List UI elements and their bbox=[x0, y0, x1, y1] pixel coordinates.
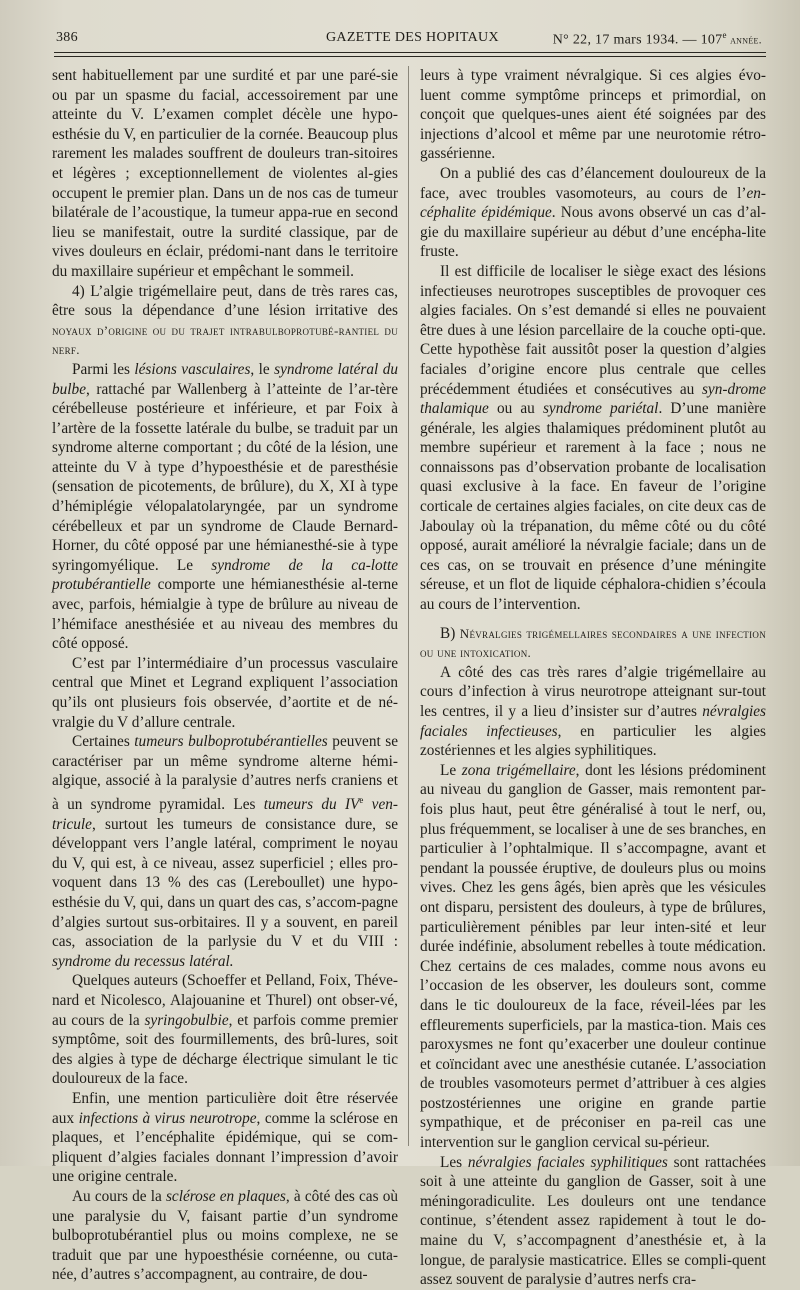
text: . D’une manière générale, les algies thalamiques prédominent plutôt au membre supérieur et rarement à la face ; nous ne connaissons pas d’observation probante de localisation quasi exclusive à la face. En faveur de l’origine corticale de certaines algies faciales, on cite deux cas de Jaboulay où la trépanation, du même côté ou du côté opposé, aurait amélioré la névralgie faciale; dans un de ces cas, on se trouvait en présence d’une méningite séreuse, et un flot de liquide céphalora-chidien s’écoula au cours de l’intervention. bbox=[420, 400, 766, 614]
paragraph bbox=[420, 164, 766, 262]
paragraph bbox=[420, 663, 766, 761]
text: , le bbox=[250, 360, 275, 378]
paragraph bbox=[420, 1153, 766, 1290]
column-divider bbox=[408, 66, 409, 1146]
text: , rattaché par Wallenberg à l’atteinte de l’ar-tère cérébelleuse postérieure et inférieure, et par Foix à l’artère de la fossette latérale du bulbe, se traduit par un syndrome alterne comportant ; du côté de la lésion, une atteinte du V à type d’hypoesthésie et de paresthésie (sensation de picotements, de brûlure), du X, XI à type d’hémiplégie vélopalatolaryngée, par un syndrome cérébelleux et par un syndrome de Claude Bernard-Horner, du côté opposé par une hémianesthé-sie à type syringomyélique. Le bbox=[52, 380, 398, 574]
text: , surtout les tumeurs de consistance dure, se développant vers l’angle latéral, compriment le noyau du V, qui est, à ce niveau, assez superficiel ; elles pro-voquent dans 13 % des cas (Lereboullet) une hypo-esthésie du V, qui, dans un quart des cas, s’accom-pagne d’algies surtout sus-orbitaires. Il y a souvent, en pareil cas, association de la parlysie du V et du VIII : bbox=[52, 815, 398, 951]
header-rule-thin bbox=[54, 56, 766, 57]
paragraph: C’est par l’intermédiaire d’un processus vasculaire central que Minet et Legrand expliquent l’association qu’ils ont plusieurs fois observée, d’aortite et de né-vralgie du V d’allure centrale. bbox=[52, 654, 398, 731]
text-italic: sclérose en plaques bbox=[165, 1187, 286, 1205]
text-italic: syringobulbie bbox=[144, 1011, 229, 1029]
paragraph bbox=[52, 1187, 398, 1285]
text: Enfin, une mention particulière doit être réservée aux bbox=[52, 1089, 398, 1127]
text: A côté des cas très rares d’algie trigémellaire au cours d’infection à virus neurotrope atteignant sur-tout les centres, il y a lieu d’insister sur d’autres bbox=[420, 663, 766, 720]
paragraph bbox=[52, 360, 398, 654]
section-heading bbox=[420, 624, 766, 663]
paragraph: leurs à type vraiment névralgique. Si ces algies évo-luent comme symptôme princeps et primordial, on conçoit que quelques-unes aient été soignées par des injections d’alcool et même par une neurotomie rétro-gassérienne. bbox=[420, 67, 766, 163]
text-italic: en-céphalite épidémique bbox=[420, 184, 766, 222]
issue-annee: année. bbox=[726, 32, 762, 47]
text: Il est difficile de localiser le siège exact des lésions infectieuses neurotropes susceptibles de provoquer ces algies faciales. On s’est demandé si elles ne pouvaient être dues à une lésion parcellaire de la couche opti-que. Cette hypothèse fait aussitôt poser la question d’algies faciales d’origine encore plus centrale que celles précédemment étudiées et consécutives au bbox=[420, 262, 766, 398]
text-italic: tumeurs bulboprotubérantielles bbox=[134, 733, 328, 751]
text: Certaines bbox=[72, 733, 135, 751]
text-italic: syndrome latéral du bulbe bbox=[52, 360, 398, 398]
paragraph bbox=[420, 761, 766, 1153]
paragraph bbox=[52, 971, 398, 1089]
text-italic: tumeurs du IV bbox=[263, 796, 360, 814]
text-italic: syndrome pariétal bbox=[542, 400, 659, 418]
issue-info bbox=[553, 30, 762, 49]
text-smallcaps: Névralgies trigémellaires secondaires a une infection ou une intoxication. bbox=[420, 625, 766, 661]
journal-title: GAZETTE DES HOPITAUX bbox=[326, 30, 499, 45]
text: B) bbox=[440, 624, 460, 642]
article-body bbox=[52, 66, 776, 1289]
text-italic: syndrome du recessus latéral. bbox=[52, 952, 234, 970]
text: , comme la sclérose en plaques, et l’encéphalite épidémique, qui se com-pliquent d’algies faciales donnant l’impression d’avoir une origine centrale. bbox=[52, 1109, 398, 1186]
text: 4) L’algie trigémellaire peut, dans de très rares cas, être sous la dépendance d’une lésion irritative des bbox=[52, 282, 398, 320]
text-italic: syndrome de la ca-lotte protubérantielle bbox=[52, 556, 398, 594]
text: Les bbox=[440, 1153, 468, 1171]
text-italic: névralgies faciales infectieuses bbox=[420, 703, 766, 740]
page-header bbox=[56, 28, 768, 52]
header-rule bbox=[54, 52, 766, 53]
text-sup: e bbox=[359, 794, 364, 805]
text-italic: syn-drome thalamique bbox=[420, 380, 766, 418]
text: Parmi les bbox=[72, 360, 135, 378]
text: , dont les lésions prédominent au niveau du ganglion de Gasser, mais remontent par-fois plus haut, peut être généralisé à tout le nerf, ou, plus fréquemment, se localiser à une de ses branches, en particulier à l’ophtalmique. Il s’accompagne, avant et pendant la poussée éruptive, de douleurs plus ou moins vives. Chez les gens âgés, bien après que les vésicules ont disparu, persistent des douleurs, à type de brûlures, particulièrement pénibles par leur inten-sité et leur durée indéfinie, absolument rebelles à toute médication. Chez certains de ces malades, comme nous avons eu l’occasion de les observer, les douleurs sont, comme dans le tic douloureux de la face, réveil-lées par les effleurements superficiels, par la mastica-tion. Mais ces paroxysmes ne font qu’exacerber une douleur continue et coïncidant avec une anesthésie cutanée. L’association de troubles vasomoteurs permet d’attribuer à ces algies postzostériennes une origine en grande partie sympathique, et de préconiser en pa-reil cas une intervention sur le ganglion cervical su-périeur. bbox=[420, 761, 766, 1152]
right-column bbox=[420, 66, 766, 1290]
issue-sup: e bbox=[722, 30, 727, 40]
paragraph bbox=[52, 732, 398, 971]
text-italic: ven-tricule bbox=[52, 796, 398, 833]
text: ou au bbox=[488, 400, 543, 418]
text: Au cours de la bbox=[72, 1187, 166, 1205]
text-italic: névralgies faciales syphilitiques bbox=[467, 1153, 668, 1171]
left-column bbox=[52, 66, 398, 1285]
text: comporte une hémianesthésie al-terne avec, parfois, hémialgie à type de brûlure au niveau de l’hémiface anesthésiée et au niveau des membres du côté opposé. bbox=[52, 576, 398, 653]
paragraph bbox=[420, 262, 766, 615]
text-italic: infections à virus neurotrope bbox=[78, 1109, 257, 1127]
text: sont rattachées soit à une atteinte du ganglion de Gasser, soit à une méningoradiculite. Les douleurs ont une tendance continue, s’étendent assez rapidement à tout le do-maine du V, s’accompagnent d’anesthésie et, à la longue, de paralysie masticatrice. Elles se compli-quent assez souvent de paralysie d’autres nerfs cra- bbox=[420, 1153, 766, 1289]
text: , en particulier les algies zostériennes et les algies syphilitiques. bbox=[420, 722, 766, 760]
paragraph: sent habituellement par une surdité et par une paré-sie ou par un spasme du facial, accessoirement par une atteinte du V. L’examen complet décèle une hypo-esthésie du V, en particulier de la cornée. Beaucoup plus rarement les malades souffrent de douleurs tran-sitoires et légères ; exceptionnellement de violentes al-gies occupent le premier plan. Dans un de nos cas de tumeur bilatérale de l’acoustique, la tumeur appa-rue en second lieu se manifestait, outre la surdité classique, par de vives douleurs en éclair, prédomi-nant dans le territoire du maxillaire supérieur et empêchant le sommeil. bbox=[52, 67, 398, 280]
text: , et parfois comme premier symptôme, soit des fourmillements, des brû-lures, soit des algies à type de décharge électrique simulant le tic douloureux de la face. bbox=[52, 1011, 398, 1088]
paragraph bbox=[52, 1089, 398, 1187]
text-smallcaps: noyaux d’origine ou du trajet intrabulboprotubé-rantiel du nerf. bbox=[52, 322, 398, 358]
page-number: 386 bbox=[56, 30, 78, 45]
paragraph bbox=[52, 282, 398, 360]
text: Le bbox=[440, 761, 462, 779]
text: . Nous avons observé un cas d’al-gie du maxillaire supérieur au début d’une encépha-lite fruste. bbox=[420, 204, 766, 261]
issue-date: N° 22, 17 mars 1934. — 107 bbox=[552, 32, 723, 48]
text: peuvent se caractériser par un même syndrome alterne hémi-algique, associé à la paralysie d’autres nerfs craniens et à un syndrome pyramidal. Les bbox=[52, 733, 398, 814]
text-italic: lésions vasculaires bbox=[134, 360, 251, 378]
text: , à côté des cas où une paralysie du V, faisant partie d’un syndrome bulboprotubérantiel plus ou moins complexe, ne se traduit que par une hypoesthésie cornéenne, ou cuta-née, d’autres s’accompagnent, au contraire, de dou- bbox=[52, 1187, 399, 1284]
text: On a publié des cas d’élancement douloureux de la face, avec troubles vasomoteurs, au cours de l’ bbox=[420, 164, 766, 202]
text-italic: zona trigémellaire bbox=[461, 761, 576, 779]
text: Quelques auteurs (Schoeffer et Pelland, Foix, Théve-nard et Nicolesco, Alajouanine et Thurel) ont obser-vé, au cours de la bbox=[52, 972, 398, 1029]
